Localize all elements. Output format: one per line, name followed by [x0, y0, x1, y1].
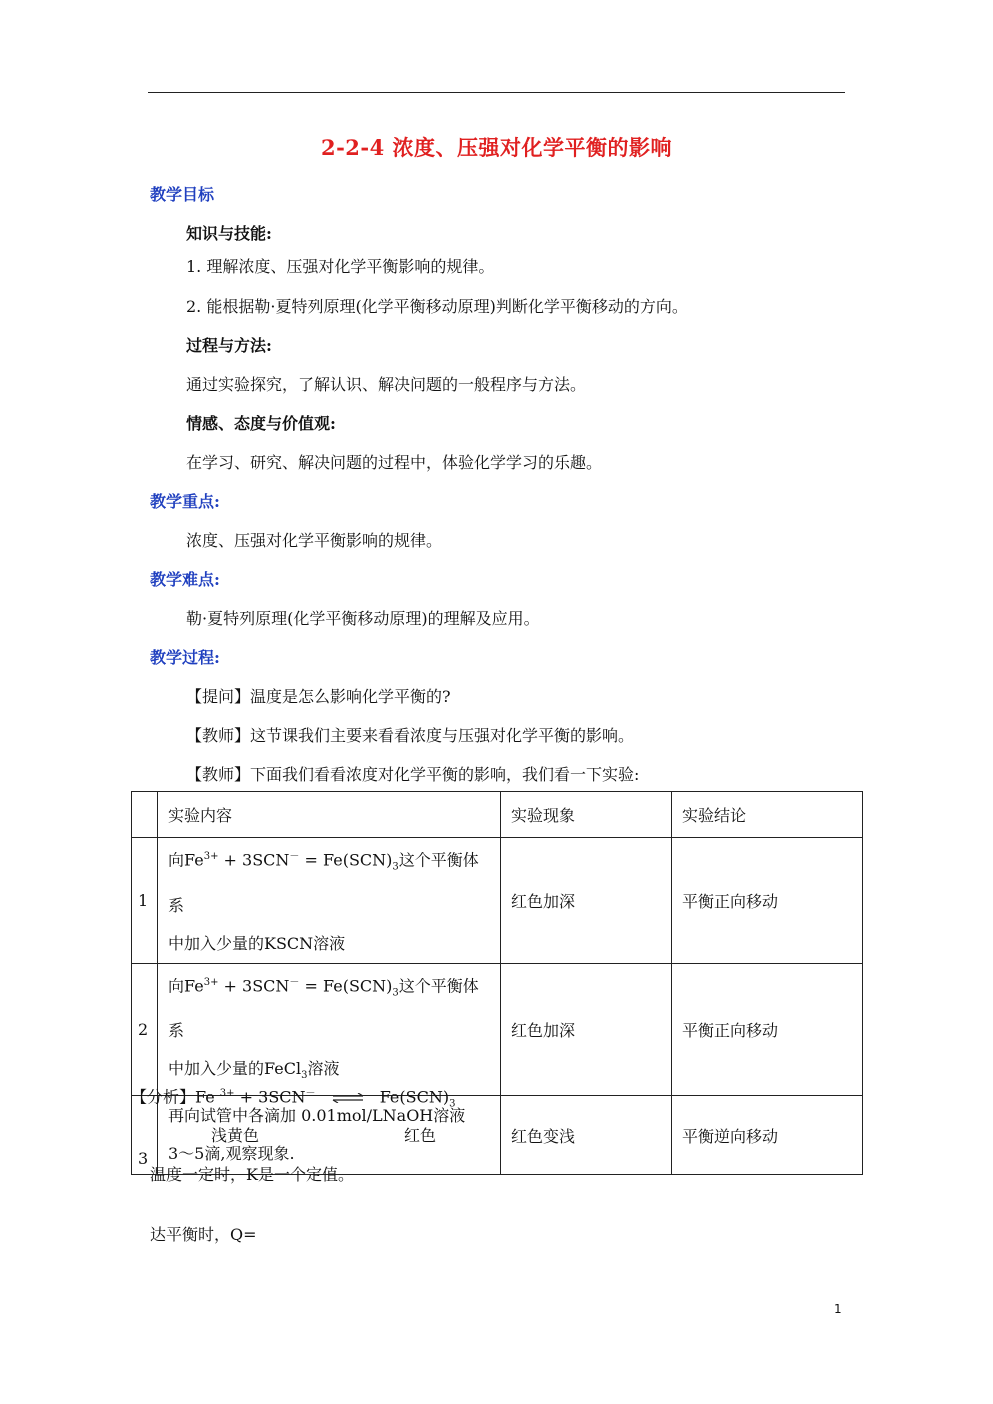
process-method-heading: 过程与方法:: [186, 336, 272, 355]
process-line-1: 【提问】温度是怎么影响化学平衡的?: [186, 687, 451, 706]
knowledge-item-2: 2. 能根据勒·夏特列原理(化学平衡移动原理)判断化学平衡移动的方向。: [186, 297, 688, 316]
color-left-label: 浅黄色: [211, 1126, 260, 1145]
key-point-heading: 教学重点:: [150, 492, 220, 511]
process-line-2: 【教师】这节课我们主要来看看浓度与压强对化学平衡的影响。: [186, 726, 635, 745]
row-number: 2: [132, 963, 158, 1096]
key-point-text: 浓度、压强对化学平衡影响的规律。: [186, 531, 443, 550]
table-header-phenomenon: 实验现象: [501, 792, 672, 838]
row-conclusion: 平衡正向移动: [672, 963, 863, 1096]
equilibrium-arrow-icon: [331, 1093, 365, 1103]
experiment-table: [131, 791, 863, 1175]
table-row: [132, 963, 863, 1096]
process-heading: 教学过程:: [150, 648, 220, 667]
page-number: 1: [834, 1302, 842, 1316]
table-header-conclusion: 实验结论: [672, 792, 863, 838]
page-title: 2-2-4 浓度、压强对化学平衡的影响: [320, 135, 673, 160]
process-line-3: 【教师】下面我们看看浓度对化学平衡的影响，我们看一下实验:: [186, 765, 640, 784]
table-row: [132, 838, 863, 964]
row-number: 1: [132, 838, 158, 964]
row-conclusion: 平衡正向移动: [672, 838, 863, 964]
process-method-text: 通过实验探究，了解认识、解决问题的一般程序与方法。: [186, 375, 587, 394]
row-number: 3: [132, 1096, 158, 1175]
row-phenomenon: 红色变浅: [501, 1096, 672, 1175]
knowledge-item-1: 1. 理解浓度、压强对化学平衡影响的规律。: [186, 257, 495, 276]
row-content: 再向试管中各滴加 0.01mol/LNaOH溶液 3～5滴,观察现象.: [158, 1096, 501, 1175]
row-content: 向$Fe^{3+} + 3SCN^- = Fe(SCN)_3$这个平衡体系 中加入少量的FeCl$_3$溶液: [158, 963, 501, 1096]
emotion-text: 在学习、研究、解决问题的过程中，体验化学学习的乐趣。: [186, 453, 603, 472]
q-equilibrium-line: 达平衡时，Q=: [150, 1225, 257, 1244]
difficulty-heading: 教学难点:: [150, 570, 220, 589]
table-header-content: 实验内容: [158, 792, 501, 838]
k-constant-line: 温度一定时，K是一个定值。: [150, 1165, 354, 1184]
goals-heading: 教学目标: [150, 185, 215, 204]
row-phenomenon: 红色加深: [501, 963, 672, 1096]
difficulty-text: 勒·夏特列原理(化学平衡移动原理)的理解及应用。: [186, 609, 540, 628]
analysis-equation: 【分析】Fe $^{3+}$ + 3SCN－ $Fe(SCN)_3$: [131, 1087, 456, 1110]
knowledge-heading: 知识与技能:: [186, 224, 272, 243]
row-content: 向$Fe^{3+} + 3SCN^- = Fe(SCN)_3$这个平衡体系 中加入少量的KSCN溶液: [158, 838, 501, 964]
row-conclusion: 平衡逆向移动: [672, 1096, 863, 1175]
emotion-heading: 情感、态度与价值观:: [186, 414, 336, 433]
header-rule: [148, 92, 845, 93]
color-right-label: 红色: [404, 1126, 437, 1145]
table-header-num: [132, 792, 158, 838]
row-phenomenon: 红色加深: [501, 838, 672, 964]
table-header-row: [132, 792, 863, 838]
